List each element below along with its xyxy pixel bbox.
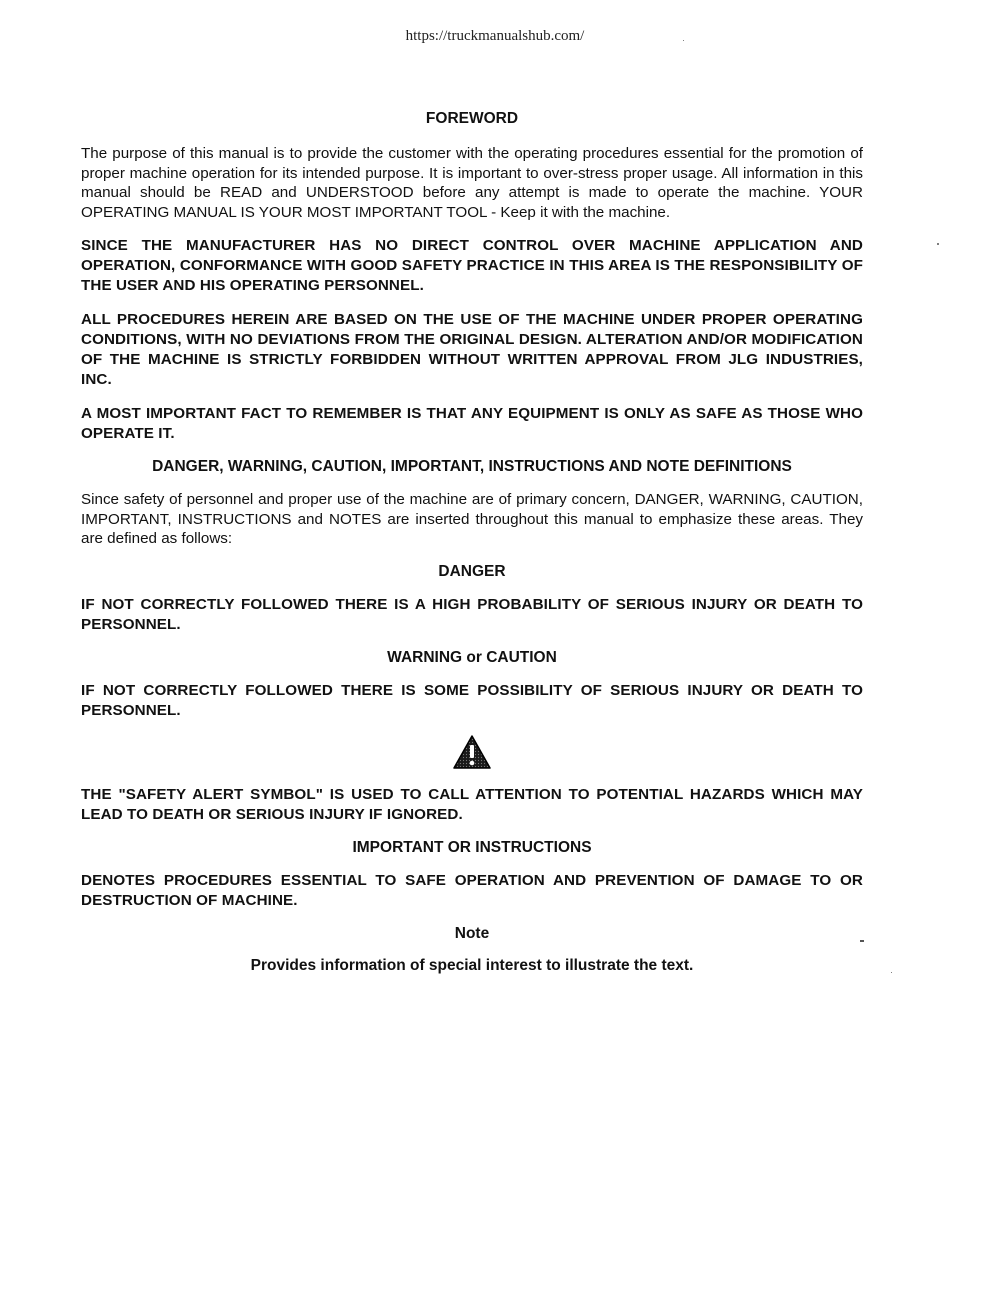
source-url: https://truckmanualshub.com/ (405, 28, 585, 44)
definitions-intro: Since safety of personnel and proper use of the machine are of primary concern, DANGER, WARNING, CAUTION, IMPORTANT, INSTRUCTIONS and NOTES are inserted throughout this manual to emphasize these areas. They are defined as follows: (81, 491, 863, 547)
important-text: DENOTES PROCEDURES ESSENTIAL TO SAFE OPERATION AND PREVENTION OF DAMAGE TO OR DESTRUCTION OF MACHINE. (81, 871, 863, 909)
scan-speck (891, 972, 892, 973)
note-text: Provides information of special interest to illustrate the text. (250, 956, 694, 974)
procedures-paragraph: ALL PROCEDURES HEREIN ARE BASED ON THE USE OF THE MACHINE UNDER PROPER OPERATING CONDITIONS, WITH NO DEVIATIONS FROM THE ORIGINAL DESIGN. ALTERATION AND/OR MODIFICATION OF THE MACHINE IS STRICTLY FORBIDDEN WITHOUT WRITTEN APPROVAL FROM JLG INDUSTRIES, INC. (81, 311, 863, 388)
warning-text: IF NOT CORRECTLY FOLLOWED THERE IS SOME POSSIBILITY OF SERIOUS INJURY OR DEATH TO PERSONNEL. (81, 681, 863, 719)
danger-heading: DANGER (438, 562, 506, 580)
page-title: FOREWORD (425, 110, 519, 127)
warning-heading: WARNING or CAUTION (387, 648, 557, 666)
safety-fact-paragraph: A MOST IMPORTANT FACT TO REMEMBER IS THAT ANY EQUIPMENT IS ONLY AS SAFE AS THOSE WHO OPERATE IT. (81, 405, 863, 442)
note-heading: Note (454, 924, 490, 942)
responsibility-paragraph: SINCE THE MANUFACTURER HAS NO DIRECT CONTROL OVER MACHINE APPLICATION AND OPERATION, CONFORMANCE WITH GOOD SAFETY PRACTICE IN THIS AREA IS THE RESPONSIBILITY OF THE USER AND HIS OPERATING PERSONNEL. (81, 237, 863, 294)
safety-alert-text: THE "SAFETY ALERT SYMBOL" IS USED TO CALL ATTENTION TO POTENTIAL HAZARDS WHICH MAY LEAD TO DEATH OR SERIOUS INJURY IF IGNORED. (81, 785, 863, 823)
danger-text: IF NOT CORRECTLY FOLLOWED THERE IS A HIGH PROBABILITY OF SERIOUS INJURY OR DEATH TO PERSONNEL. (81, 595, 863, 633)
warning-triangle-icon (453, 735, 491, 769)
intro-paragraph: The purpose of this manual is to provide the customer with the operating procedures essential for the promotion of proper machine operation for its intended purpose. It is important to over-stress proper usage. All information in this manual should be READ and UNDERSTOOD before any attempt is made to operate the machine. YOUR OPERATING MANUAL IS YOUR MOST IMPORTANT TOOL - Keep it with the machine. (81, 145, 863, 221)
scan-speck (937, 243, 939, 245)
definitions-heading: DANGER, WARNING, CAUTION, IMPORTANT, INSTRUCTIONS AND NOTE DEFINITIONS (152, 458, 792, 475)
scan-speck (683, 40, 684, 41)
foreword-content (81, 110, 863, 975)
important-heading: IMPORTANT OR INSTRUCTIONS (352, 838, 592, 856)
scan-speck (860, 940, 864, 942)
